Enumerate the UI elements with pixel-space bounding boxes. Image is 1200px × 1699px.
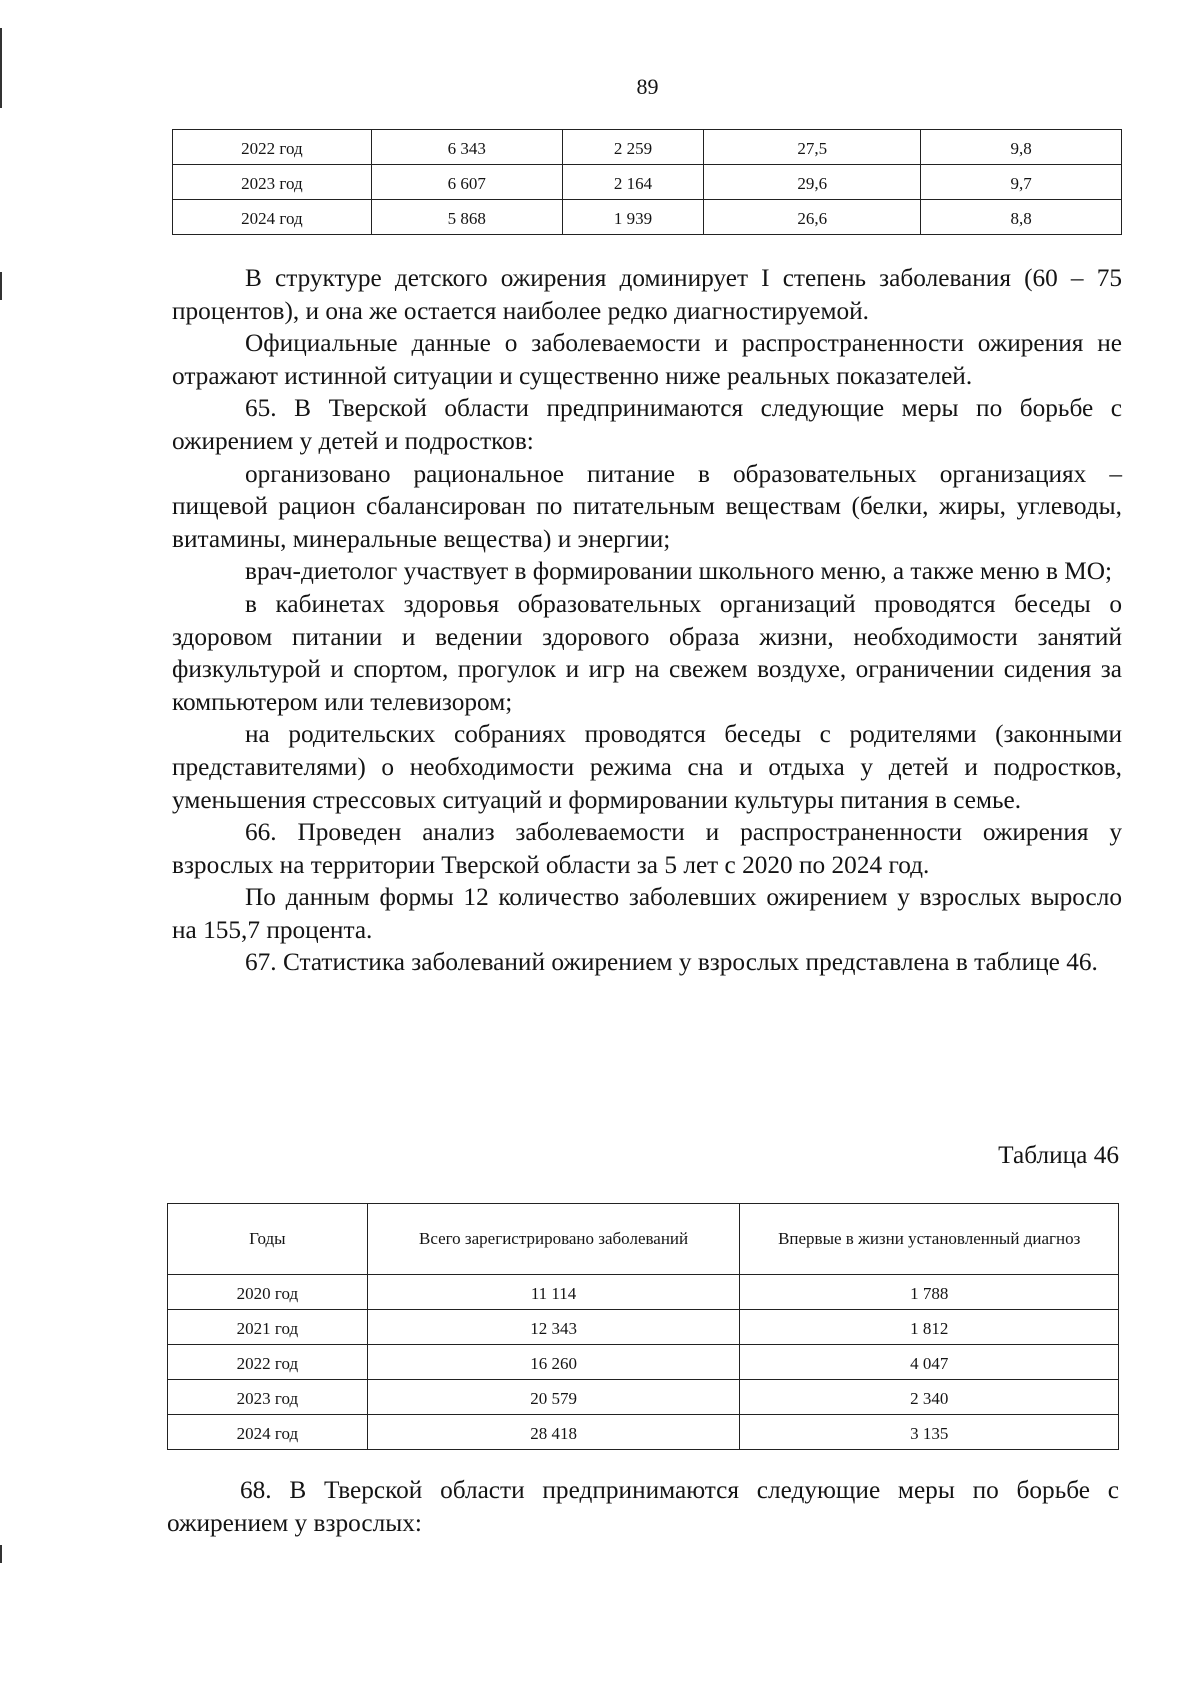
table-cell: 8,8: [921, 200, 1122, 235]
table-cell: 29,6: [704, 165, 921, 200]
table-cell: 2022 год: [173, 130, 372, 165]
paragraph: 68. В Тверской области предпринимаются следующие меры по борьбе с ожирением у взрослых:: [167, 1476, 1119, 1537]
closing-text: [167, 1474, 1119, 1539]
table-cell: 20 579: [367, 1380, 740, 1415]
table-cell: 2021 год: [168, 1310, 368, 1345]
table-cell: 4 047: [740, 1345, 1119, 1380]
column-header-years: Годы: [168, 1204, 368, 1275]
column-header-total: Всего зарегистрировано заболеваний: [367, 1204, 740, 1275]
paragraph: на родительских собраниях проводятся беседы с родителями (законными представителями) о необходимости режима сна и отдыха у детей и подростков, уменьшения стрессовых ситуаций и формировании культуры питания в семье.: [172, 720, 1122, 814]
table-cell: 2 259: [562, 130, 704, 165]
table-row: [168, 1275, 1119, 1310]
table-cell: 2 340: [740, 1380, 1119, 1415]
paragraph: врач-диетолог участвует в формировании школьного меню, а также меню в МО;: [245, 557, 1113, 586]
table-row: [168, 1415, 1119, 1450]
continued-table: [172, 129, 1122, 235]
table-cell: 1 788: [740, 1275, 1119, 1310]
paragraph: в кабинетах здоровья образовательных организаций проводятся беседы о здоровом питании и ведении здорового образа жизни, необходимости занятий физкультурой и спортом, прогулок и игр на свежем воздухе, ограничении сидения за компьютером или телевизором;: [172, 589, 1122, 716]
table-cell: 28 418: [367, 1415, 740, 1450]
table-cell: 1 812: [740, 1310, 1119, 1345]
column-header-first-diagnosed: Впервые в жизни установленный диагноз: [740, 1204, 1119, 1275]
table-cell: 9,8: [921, 130, 1122, 165]
table-row: [173, 200, 1122, 235]
table-row: [168, 1310, 1119, 1345]
body-text: [172, 262, 1122, 979]
paragraph: 66. Проведен анализ заболеваемости и распространенности ожирения у взрослых на территории Тверской области за 5 лет с 2020 по 2024 год.: [172, 818, 1122, 879]
table-cell: 16 260: [367, 1345, 740, 1380]
table-cell: 11 114: [367, 1275, 740, 1310]
table-cell: 3 135: [740, 1415, 1119, 1450]
table-row: [168, 1345, 1119, 1380]
paragraph: 65. В Тверской области предпринимаются следующие меры по борьбе с ожирением у детей и подростков:: [172, 394, 1122, 455]
table-46: [167, 1203, 1119, 1450]
table-cell: 27,5: [704, 130, 921, 165]
page-number: 89: [636, 74, 659, 99]
table-header-row: [168, 1204, 1119, 1275]
table-cell: 5 868: [371, 200, 562, 235]
table-cell: 6 607: [371, 165, 562, 200]
table-row: [173, 165, 1122, 200]
table-caption: Таблица 46: [998, 1141, 1119, 1169]
table-cell: 1 939: [562, 200, 704, 235]
table-cell: 2 164: [562, 165, 704, 200]
table-cell: 2024 год: [173, 200, 372, 235]
paragraph: По данным формы 12 количество заболевших ожирением у взрослых выросло на 155,7 процента.: [172, 883, 1122, 944]
table-cell: 2024 год: [168, 1415, 368, 1450]
table-row: [168, 1380, 1119, 1415]
table-row: [173, 130, 1122, 165]
paragraph: 67. Статистика заболеваний ожирением у взрослых представлена в таблице 46.: [245, 948, 1098, 977]
paragraph: В структуре детского ожирения доминирует I степень заболевания (60 – 75 процентов), и она же остается наиболее редко диагностируемой.: [172, 264, 1122, 325]
table-cell: 2023 год: [173, 165, 372, 200]
table-cell: 6 343: [371, 130, 562, 165]
table-cell: 2022 год: [168, 1345, 368, 1380]
paragraph: Официальные данные о заболеваемости и распространенности ожирения не отражают истинной ситуации и существенно ниже реальных показателей.: [172, 329, 1122, 390]
table-cell: 2020 год: [168, 1275, 368, 1310]
table-cell: 26,6: [704, 200, 921, 235]
table-cell: 9,7: [921, 165, 1122, 200]
paragraph: организовано рациональное питание в образовательных организациях – пищевой рацион сбалансирован по питательным веществам (белки, жиры, углеводы, витамины, минеральные вещества) и энергии;: [172, 459, 1122, 553]
scan-edge-mark: [0, 1545, 2, 1563]
table-cell: 12 343: [367, 1310, 740, 1345]
scan-edge-mark: [0, 272, 2, 300]
table-cell: 2023 год: [168, 1380, 368, 1415]
